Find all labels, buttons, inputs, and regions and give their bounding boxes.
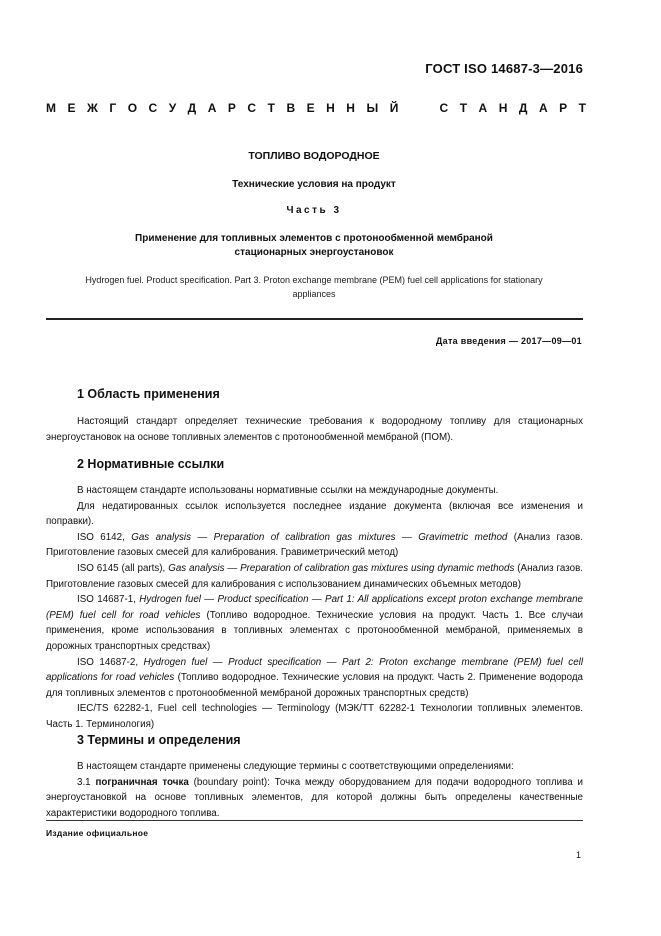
banner-letter: Р bbox=[227, 101, 236, 115]
banner-letter: Г bbox=[109, 101, 117, 115]
banner-letter: В bbox=[286, 101, 296, 115]
section-3-body bbox=[46, 759, 583, 821]
reference-code: ISO 6145 (all parts), bbox=[77, 562, 166, 574]
section-3-heading: 3 Термины и определения bbox=[77, 733, 241, 747]
banner-letter: О bbox=[127, 101, 138, 115]
term-number: 3.1 bbox=[77, 776, 91, 788]
banner-letter: Т bbox=[267, 101, 275, 115]
reference-code: ISO 6142, bbox=[77, 531, 125, 543]
banner-letter: Й bbox=[389, 101, 399, 115]
section-1-body bbox=[46, 414, 583, 445]
section-1-heading: 1 Область применения bbox=[77, 387, 220, 401]
reference-translation: (Анализ газов. Приготовление газовых смесей для калибрования. Гравиметрический метод) bbox=[46, 531, 583, 559]
document-title: ТОПЛИВО ВОДОРОДНОЕ bbox=[248, 150, 380, 162]
english-title bbox=[46, 273, 582, 301]
banner-letter: Т bbox=[459, 101, 468, 115]
reference-iso-14687-2 bbox=[46, 655, 583, 702]
banner-letter: Ы bbox=[366, 101, 379, 115]
banner-letter: Т bbox=[578, 101, 586, 115]
banner-letter: Е bbox=[67, 101, 76, 115]
reference-title: Hydrogen fuel — Product specification — Part 1: All applications except proton exchange membrane (PEM) fuel cell for road vehicles bbox=[46, 594, 583, 621]
reference-code: ISO 14687-2, bbox=[77, 656, 139, 668]
section-2-paragraph-1: В настоящем стандарте использованы нормативные ссылки на международные документы. bbox=[77, 485, 499, 496]
term-3-1 bbox=[46, 775, 583, 822]
banner-letter: Н bbox=[498, 101, 508, 115]
banner-letter: Д bbox=[518, 101, 528, 115]
banner-letter: Н bbox=[326, 101, 335, 115]
reference-code: ISO 14687-1, bbox=[77, 594, 136, 606]
interstate-standard-banner bbox=[46, 101, 586, 115]
official-edition-label: Издание официальное bbox=[46, 828, 149, 838]
term-name: пограничная точка bbox=[95, 776, 189, 788]
banner-letter: Н bbox=[346, 101, 355, 115]
reference-title: Hydrogen fuel — Product specification — Part 2: Proton exchange membrane (PEM) fuel cell applications for road vehicles bbox=[46, 656, 583, 684]
banner-letter: С bbox=[247, 101, 257, 115]
application-title-line-1: Применение для топливных элементов с протонообменной мембраной bbox=[135, 233, 493, 244]
reference-iso-6145 bbox=[46, 561, 583, 592]
page-number: 1 bbox=[575, 850, 581, 860]
application-title-line-2: стационарных энергоустановок bbox=[234, 247, 394, 258]
reference-translation: (Топливо водородное. Технические условия на продукт. Часть 2. Применение водорода для топливных элементов с протонообменной мембраной дорожных транспортных средств) bbox=[46, 672, 583, 699]
banner-letter: А bbox=[538, 101, 548, 115]
english-title-line-1: Hydrogen fuel. Product specification. Part 3. Proton exchange membrane (PEM) fuel cell applications for stationary bbox=[85, 275, 543, 285]
banner-letter: С bbox=[148, 101, 158, 115]
section-3-paragraph: В настоящем стандарте применены следующие термины с соответствующими определениями: bbox=[77, 761, 514, 772]
reference-title: Gas analysis — Preparation of calibration gas mixtures using dynamic methods bbox=[168, 562, 515, 574]
reference-translation: (Анализ газов. Приготовление газовых смесей для калибрования с использованием динамических объемных методов) bbox=[46, 562, 584, 590]
term-english: (boundary point): bbox=[193, 776, 270, 788]
reference-iso-14687-1 bbox=[46, 592, 583, 654]
document-subtitle: Технические условия на продукт bbox=[232, 179, 396, 190]
banner-letter: Ж bbox=[87, 101, 98, 115]
reference-iec-ts-62282-1: IEC/TS 62282-1, Fuel cell technologies — Terminology (МЭК/ТТ 62282-1 Технологии топливных элементов. Часть 1. Терминология) bbox=[46, 703, 583, 730]
title-divider bbox=[46, 318, 583, 320]
section-2-heading: 2 Нормативные ссылки bbox=[77, 457, 225, 471]
banner-letter: Р bbox=[559, 101, 568, 115]
introduction-date: Дата введения — 2017—09—01 bbox=[435, 336, 582, 346]
footer-divider bbox=[46, 820, 583, 821]
banner-letter: А bbox=[207, 101, 217, 115]
section-1-paragraph: Настоящий стандарт определяет технические требования к водородному топливу для стационарных энергоустановок на основе топливных элементов с протонообменной мембраной (ПОМ). bbox=[46, 416, 583, 443]
application-title bbox=[46, 232, 582, 260]
reference-iso-6142 bbox=[46, 530, 583, 561]
reference-title: Gas analysis — Preparation of calibration gas mixtures — Gravimetric method bbox=[131, 531, 508, 543]
banner-letter: Е bbox=[306, 101, 315, 115]
standard-code: ГОСТ ISO 14687-3—2016 bbox=[425, 61, 583, 76]
english-title-line-2: appliances bbox=[292, 289, 336, 299]
banner-letter: М bbox=[46, 101, 56, 115]
reference-translation: (Топливо водородное. Технические условия на продукт. Часть 1. Все случаи применения, кроме использования в топливных элементах с протонообменной мембраной, применяемых в дорожных транспортных средствах) bbox=[46, 609, 584, 652]
banner-letter bbox=[410, 101, 413, 115]
banner-letter: У bbox=[168, 101, 177, 115]
section-2-paragraph-2: Для недатированных ссылок используется последнее издание документа (включая все изменения и поправки). bbox=[46, 500, 583, 528]
document-part: Часть 3 bbox=[286, 205, 342, 216]
section-2-body bbox=[46, 483, 583, 733]
banner-letter bbox=[425, 101, 428, 115]
banner-letter: Д bbox=[187, 101, 197, 115]
banner-letter: С bbox=[439, 101, 449, 115]
term-definition: Точка между оборудованием для подачи водородного топлива и энергоустановкой на основе топливных элементов, для которой должны быть определены качественные характеристики водородного топлива. bbox=[46, 776, 583, 819]
banner-letter: А bbox=[478, 101, 488, 115]
